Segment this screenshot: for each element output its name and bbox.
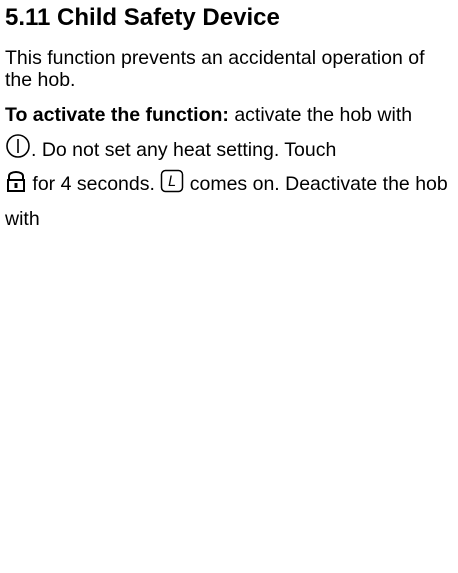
manual-page (0, 4, 458, 573)
activate-label: To activate the function: (5, 104, 229, 126)
section-title: 5.11 Child Safety Device (5, 4, 280, 31)
activate-paragraph: To activate the function: activate the hob with . Do not set any heat setting. Touch for 4 seconds. L comes on. Deactivate the hob with (5, 104, 448, 230)
lock-icon (5, 171, 27, 193)
power-icon (5, 133, 31, 159)
display-l-icon (160, 169, 184, 193)
section-intro: This function prevents an accidental operation of the hob. (5, 47, 425, 91)
display-l-char: L (168, 174, 177, 190)
